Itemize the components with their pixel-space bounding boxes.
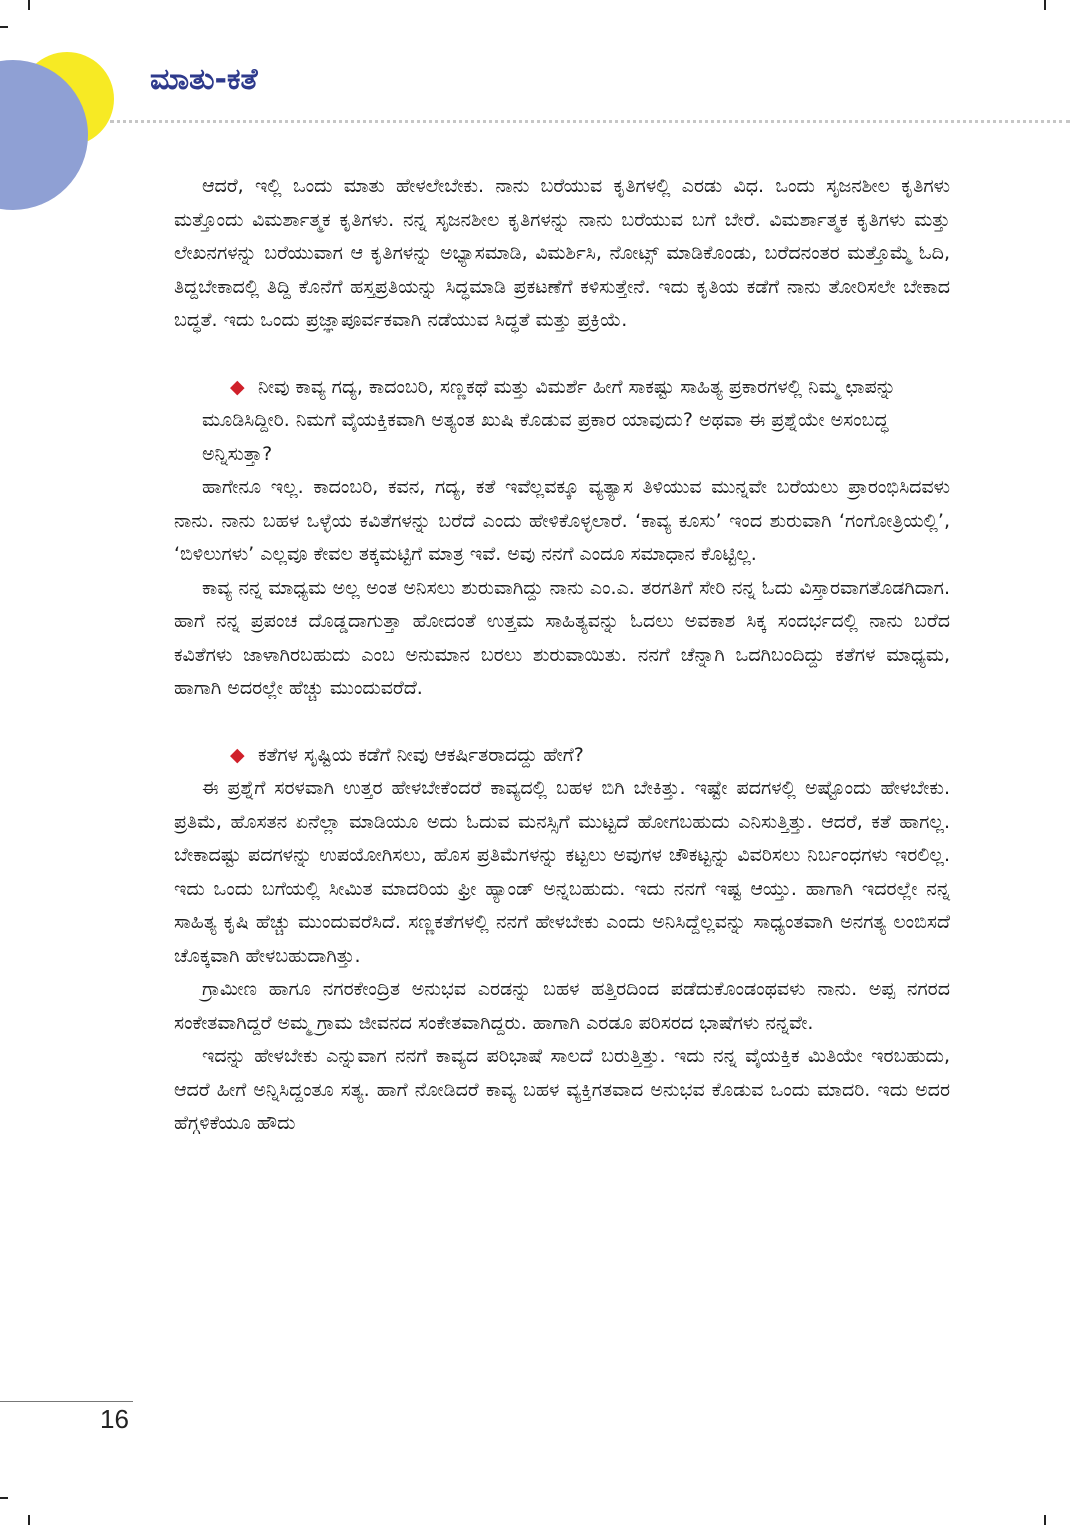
footer-rule: [0, 1401, 133, 1402]
diamond-bullet-icon: ◆: [230, 743, 245, 766]
crop-mark: [0, 1497, 8, 1499]
paragraph: ಇದನ್ನು ಹೇಳಬೇಕು ಎನ್ನುವಾಗ ನನಗೆ ಕಾವ್ಯದ ಪರಿಭಾಷೆ ಸಾಲದೆ ಬರುತ್ತಿತ್ತು. ಇದು ನನ್ನ ವೈಯಕ್ತಿಕ ಮಿತಿಯೇ ಇರಬಹುದು, ಆದರೆ ಹೀಗೆ ಅನ್ನಿಸಿದ್ದಂತೂ ಸತ್ಯ. ಹಾಗೆ ನೋಡಿದರೆ ಕಾವ್ಯ ಬಹಳ ವ್ಯಕ್ತಿಗತವಾದ ಅನುಭವ ಕೊಡುವ ಒಂದು ಮಾದರಿ. ಇದು ಅದರ ಹೆಗ್ಗಳಿಕೆಯೂ ಹೌದು: [174, 1045, 950, 1134]
page-number: 16: [100, 1404, 129, 1434]
question-text: ನೀವು ಕಾವ್ಯ ಗದ್ಯ, ಕಾದಂಬರಿ, ಸಣ್ಣಕಥೆ ಮತ್ತು ವಿಮರ್ಶೆ ಹೀಗೆ ಸಾಕಷ್ಟು ಸಾಹಿತ್ಯ ಪ್ರಕಾರಗಳಲ್ಲಿ ನಿಮ್ಮ ಛಾಪನ್ನು ಮೂಡಿಸಿದ್ದೀರಿ. ನಿಮಗೆ ವೈಯಕ್ತಿಕವಾಗಿ ಅತ್ಯಂತ ಖುಷಿ ಕೊಡುವ ಪ್ರಕಾರ ಯಾವುದು? ಅಥವಾ ಈ ಪ್ರಶ್ನೆಯೇ ಅಸಂಬದ್ಧ ಅನ್ನಿಸುತ್ತಾ?: [202, 375, 896, 465]
question: [174, 371, 950, 472]
paragraph: ಕಾವ್ಯ ನನ್ನ ಮಾಧ್ಯಮ ಅಲ್ಲ ಅಂತ ಅನಿಸಲು ಶುರುವಾಗಿದ್ದು ನಾನು ಎಂ.ಎ. ತರಗತಿಗೆ ಸೇರಿ ನನ್ನ ಓದು ವಿಸ್ತಾರವಾಗತೊಡಗಿದಾಗ. ಹಾಗೆ ನನ್ನ ಪ್ರಪಂಚ ದೊಡ್ಡದಾಗುತ್ತಾ ಹೋದಂತೆ ಉತ್ತಮ ಸಾಹಿತ್ಯವನ್ನು ಓದಲು ಅವಕಾಶ ಸಿಕ್ಕ ಸಂದರ್ಭದಲ್ಲಿ ನಾನು ಬರೆದ ಕವಿತೆಗಳು ಜಾಳಾಗಿರಬಹುದು ಎಂಬ ಅನುಮಾನ ಬರಲು ಶುರುವಾಯಿತು. ನನಗೆ ಚೆನ್ನಾಗಿ ಒದಗಿಬಂದಿದ್ದು ಕತೆಗಳ ಮಾಧ್ಯಮ, ಹಾಗಾಗಿ ಅದರಲ್ಲೇ ಹೆಚ್ಚು ಮುಂದುವರೆದೆ.: [174, 576, 950, 699]
paragraph: ಆದರೆ, ಇಲ್ಲಿ ಒಂದು ಮಾತು ಹೇಳಲೇಬೇಕು. ನಾನು ಬರೆಯುವ ಕೃತಿಗಳಲ್ಲಿ ಎರಡು ವಿಧ. ಒಂದು ಸೃಜನಶೀಲ ಕೃತಿಗಳು ಮತ್ತೊಂದು ವಿಮರ್ಶಾತ್ಮಕ ಕೃತಿಗಳು. ನನ್ನ ಸೃಜನಶೀಲ ಕೃತಿಗಳನ್ನು ನಾನು ಬರೆಯುವ ಬಗೆ ಬೇರೆ. ವಿಮರ್ಶಾತ್ಮಕ ಕೃತಿಗಳು ಮತ್ತು ಲೇಖನಗಳನ್ನು ಬರೆಯುವಾಗ ಆ ಕೃತಿಗಳನ್ನು ಅಭ್ಯಾಸಮಾಡಿ, ವಿಮರ್ಶಿಸಿ, ನೋಟ್ಸ್ ಮಾಡಿಕೊಂಡು, ಬರೆದನಂತರ ಮತ್ತೊಮ್ಮೆ ಓದಿ, ತಿದ್ದಬೇಕಾದಲ್ಲಿ ತಿದ್ದಿ ಕೊನೆಗೆ ಹಸ್ತಪ್ರತಿಯನ್ನು ಸಿದ್ಧಮಾಡಿ ಪ್ರಕಟಣೆಗೆ ಕಳಿಸುತ್ತೇನೆ. ಇದು ಕೃತಿಯ ಕಡೆಗೆ ನಾನು ತೋರಿಸಲೇ ಬೇಕಾದ ಬದ್ಧತೆ. ಇದು ಒಂದು ಪ್ರಜ್ಞಾಪೂರ್ವಕವಾಗಿ ನಡೆಯುವ ಸಿದ್ಧತೆ ಮತ್ತು ಪ್ರಕ್ರಿಯೆ.: [174, 175, 950, 331]
paragraph: ಈ ಪ್ರಶ್ನೆಗೆ ಸರಳವಾಗಿ ಉತ್ತರ ಹೇಳಬೇಕೆಂದರೆ ಕಾವ್ಯದಲ್ಲಿ ಬಹಳ ಬಿಗಿ ಬೇಕಿತ್ತು. ಇಷ್ಟೇ ಪದಗಳಲ್ಲಿ ಅಷ್ಟೊಂದು ಹೇಳಬೇಕು. ಪ್ರತಿಮೆ, ಹೊಸತನ ಏನೆಲ್ಲಾ ಮಾಡಿಯೂ ಅದು ಓದುವ ಮನಸ್ಸಿಗೆ ಮುಟ್ಟದೆ ಹೋಗಬಹುದು ಎನಿಸುತ್ತಿತ್ತು. ಆದರೆ, ಕತೆ ಹಾಗಲ್ಲ. ಬೇಕಾದಷ್ಟು ಪದಗಳನ್ನು ಉಪಯೋಗಿಸಲು, ಹೊಸ ಪ್ರತಿಮೆಗಳನ್ನು ಕಟ್ಟಲು ಅವುಗಳ ಚೌಕಟ್ಟನ್ನು ವಿವರಿಸಲು ನಿರ್ಬಂಧಗಳು ಇರಲಿಲ್ಲ. ಇದು ಒಂದು ಬಗೆಯಲ್ಲಿ ಸೀಮಿತ ಮಾದರಿಯ ಫ್ರೀ ಹ್ಯಾಂಡ್ ಅನ್ನಬಹುದು. ಇದು ನನಗೆ ಇಷ್ಟ ಆಯ್ತು. ಹಾಗಾಗಿ ಇದರಲ್ಲೇ ನನ್ನ ಸಾಹಿತ್ಯ ಕೃಷಿ ಹೆಚ್ಚು ಮುಂದುವರೆಸಿದೆ. ಸಣ್ಣಕತೆಗಳಲ್ಲಿ ನನಗೆ ಹೇಳಬೇಕು ಎಂದು ಅನಿಸಿದ್ದೆಲ್ಲವನ್ನು ಸಾಧ್ಯಂತವಾಗಿ ಅನಗತ್ಯ ಲಂಬಿಸದೆ ಚೊಕ್ಕವಾಗಿ ಹೇಳಬಹುದಾಗಿತ್ತು.: [174, 777, 950, 967]
crop-mark: [1044, 0, 1046, 10]
question-text: ಕತೆಗಳ ಸೃಷ್ಟಿಯ ಕಡೆಗೆ ನೀವು ಆಕರ್ಷಿತರಾದದ್ದು ಹೇಗೆ?: [258, 743, 584, 766]
paragraph: ಗ್ರಾಮೀಣ ಹಾಗೂ ನಗರಕೇಂದ್ರಿತ ಅನುಭವ ಎರಡನ್ನು ಬಹಳ ಹತ್ತಿರದಿಂದ ಪಡೆದುಕೊಂಡಂಥವಳು ನಾನು. ಅಪ್ಪ ನಗರದ ಸಂಕೇತವಾಗಿದ್ದರೆ ಅಮ್ಮ ಗ್ರಾಮ ಜೀವನದ ಸಂಕೇತವಾಗಿದ್ದರು. ಹಾಗಾಗಿ ಎರಡೂ ಪರಿಸರದ ಭಾಷೆಗಳು ನನ್ನವೇ.: [174, 978, 950, 1034]
article-body: [174, 170, 950, 1141]
crop-mark: [1044, 1515, 1046, 1525]
dotted-divider: [110, 120, 1070, 123]
crop-mark: [28, 1515, 30, 1525]
paragraph: ಹಾಗೇನೂ ಇಲ್ಲ. ಕಾದಂಬರಿ, ಕವನ, ಗದ್ಯ, ಕತೆ ಇವೆಲ್ಲವಕ್ಕೂ ವ್ಯತ್ಯಾಸ ತಿಳಿಯುವ ಮುನ್ನವೇ ಬರೆಯಲು ಪ್ರಾರಂಭಿಸಿದವಳು ನಾನು. ನಾನು ಬಹಳ ಒಳ್ಳೆಯ ಕವಿತೆಗಳನ್ನು ಬರೆದೆ ಎಂದು ಹೇಳಿಕೊಳ್ಳಲಾರೆ. ‘ಕಾವ್ಯ ಕೂಸು’ ಇಂದ ಶುರುವಾಗಿ ‘ಗಂಗೋತ್ರಿಯಲ್ಲಿ’, ‘ಬಿಳಿಲುಗಳು’ ಎಲ್ಲವೂ ಕೇವಲ ತಕ್ಕಮಟ್ಟಿಗೆ ಮಾತ್ರ ಇವೆ. ಅವು ನನಗೆ ಎಂದೂ ಸಮಾಧಾನ ಕೊಟ್ಟಿಲ್ಲ.: [174, 476, 950, 565]
section-title: ಮಾತು-ಕತೆ: [150, 62, 258, 97]
diamond-bullet-icon: ◆: [230, 375, 245, 398]
question: [174, 739, 950, 773]
header-decoration: [0, 0, 130, 215]
